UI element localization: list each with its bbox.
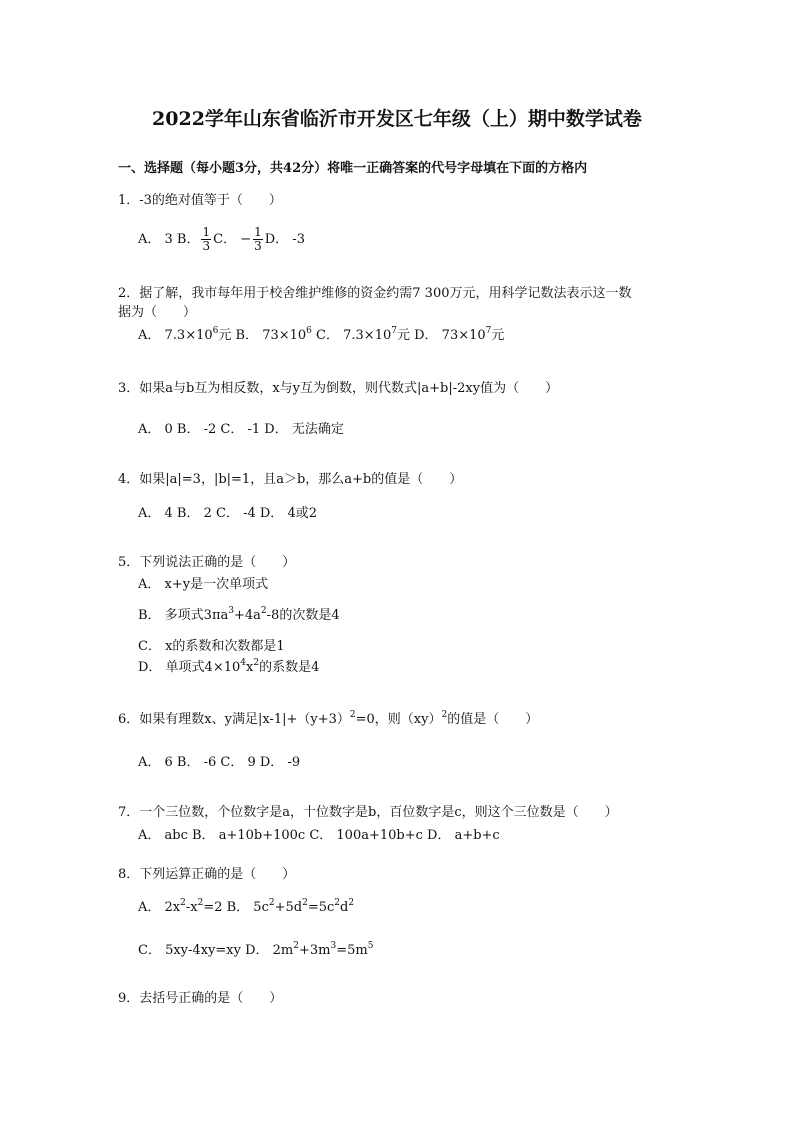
- question-1-stem: 1．-3的绝对值等于（ ）: [118, 193, 282, 208]
- q1-fraction-c: $\frac{1}{3}$: [254, 225, 262, 253]
- question-2-stem-line2: 据为（ ）: [118, 305, 197, 320]
- question-9-stem: 9．去括号正确的是（ ）: [118, 991, 283, 1006]
- q1-option-a: A． 3 B．: [138, 232, 200, 247]
- question-2-stem-line1: 2．据了解，我市每年用于校舍维护维修的资金约需7 300万元，用科学记数法表示这一数: [118, 286, 632, 301]
- question-4-options: A． 4 B． 2 C． -4 D． 4或2: [138, 506, 317, 521]
- question-5-option-d: D． 单项式$4\times 10^4x^2$的系数是4: [138, 658, 320, 675]
- section-heading: 一、选择题（每小题3分，共42分）将唯一正确答案的代号字母填在下面的方格内: [118, 161, 588, 176]
- question-1-options: [138, 226, 305, 253]
- page-title: 2022学年山东省临沂市开发区七年级（上）期中数学试卷: [152, 108, 642, 130]
- question-4-stem: 4．如果|a|=3，|b|=1，且a＞b，那么a+b的值是（ ）: [118, 472, 463, 487]
- question-7-options: A． abc B． a+10b+100c C． 100a+10b+c D． a+b+c: [138, 828, 500, 843]
- question-5-option-c: C． x的系数和次数都是1: [138, 639, 285, 654]
- question-8-stem: 8．下列运算正确的是（ ）: [118, 867, 296, 882]
- question-8-options-ab: A． $2x^2-x^2=2$ B． $5c^2+5d^2=5c^2d^2$: [138, 898, 355, 915]
- question-5-option-b: B． 多项式$3\pi a^3+4a^2-8$的次数是4: [138, 606, 340, 623]
- question-8-options-cd: C． 5xy-4xy=xy D． $2m^2+3m^3=5m^5$: [138, 941, 374, 958]
- question-6-stem: 6．如果有理数x、y满足$|x-1|+(y+3)^2=0$，则（xy）$^2$的值是（ ）: [118, 710, 539, 727]
- question-5-option-a: A． x+y是一次单项式: [138, 577, 269, 592]
- q1-option-c-prefix: C． −: [213, 232, 252, 247]
- question-3-options: A． 0 B． -2 C． -1 D． 无法确定: [138, 422, 344, 437]
- question-7-stem: 7．一个三位数，个位数字是a，十位数字是b，百位数字是c，则这个三位数是（ ）: [118, 805, 618, 820]
- q1-option-d: D． -3: [264, 232, 305, 247]
- q1-fraction-b: $\frac{1}{3}$: [202, 225, 211, 253]
- question-6-options: A． 6 B． -6 C． 9 D． -9: [138, 755, 301, 770]
- question-2-options: A． $7.3\times 10^6$元 B． $73\times 10^6$ C． $7.3\times 10^7$元 D． $73\times 10^7$元: [138, 326, 505, 343]
- question-5-stem: 5．下列说法正确的是（ ）: [118, 555, 296, 570]
- question-3-stem: 3．如果a与b互为相反数，x与y互为倒数，则代数式|a+b|-2xy值为（ ）: [118, 381, 559, 396]
